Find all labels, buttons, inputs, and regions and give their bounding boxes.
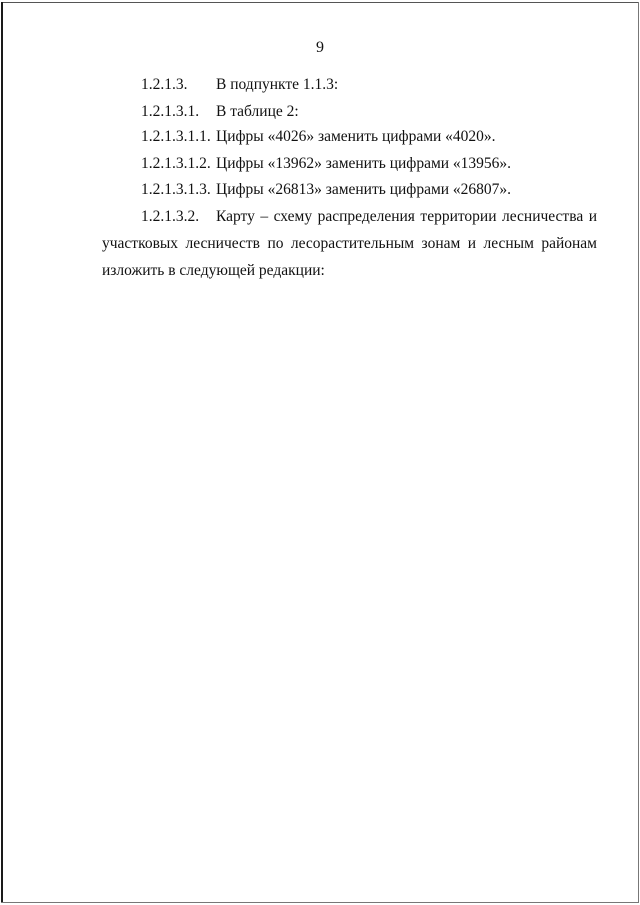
list-item [141,128,496,146]
item-text: В подпункте 1.1.3: [216,76,339,93]
list-item [141,208,597,226]
list-item [141,76,339,94]
scan-border-bottom [1,902,638,903]
item-text: В таблице 2: [216,103,299,120]
item-number: 1.2.1.3.1.3. [141,181,211,198]
list-item [141,181,512,199]
item-number: 1.2.1.3. [141,76,188,93]
item-number: 1.2.1.3.1.1. [141,128,211,145]
paragraph-line: изложить в следующей редакции: [102,262,325,279]
item-number: 1.2.1.3.1.2. [141,155,211,172]
scan-border-right [638,2,639,903]
item-text: Цифры «26813» заменить цифрами «26807». [216,181,512,198]
item-number: 1.2.1.3.1. [141,103,200,120]
page-number: 9 [316,39,324,56]
scan-border-left [1,2,3,903]
paragraph-line: участковых лесничеств по лесорастительным зонам и лесным районам [102,235,597,252]
item-text: Цифры «13962» заменить цифрами «13956». [216,155,512,172]
scan-border-top [1,2,638,3]
list-item [141,103,299,121]
item-text: Цифры «4026» заменить цифрами «4020». [216,128,496,145]
item-number: 1.2.1.3.2. [141,208,200,225]
list-item [141,155,512,173]
item-text: Карту – схему распределения территории лесничества и [216,208,597,225]
